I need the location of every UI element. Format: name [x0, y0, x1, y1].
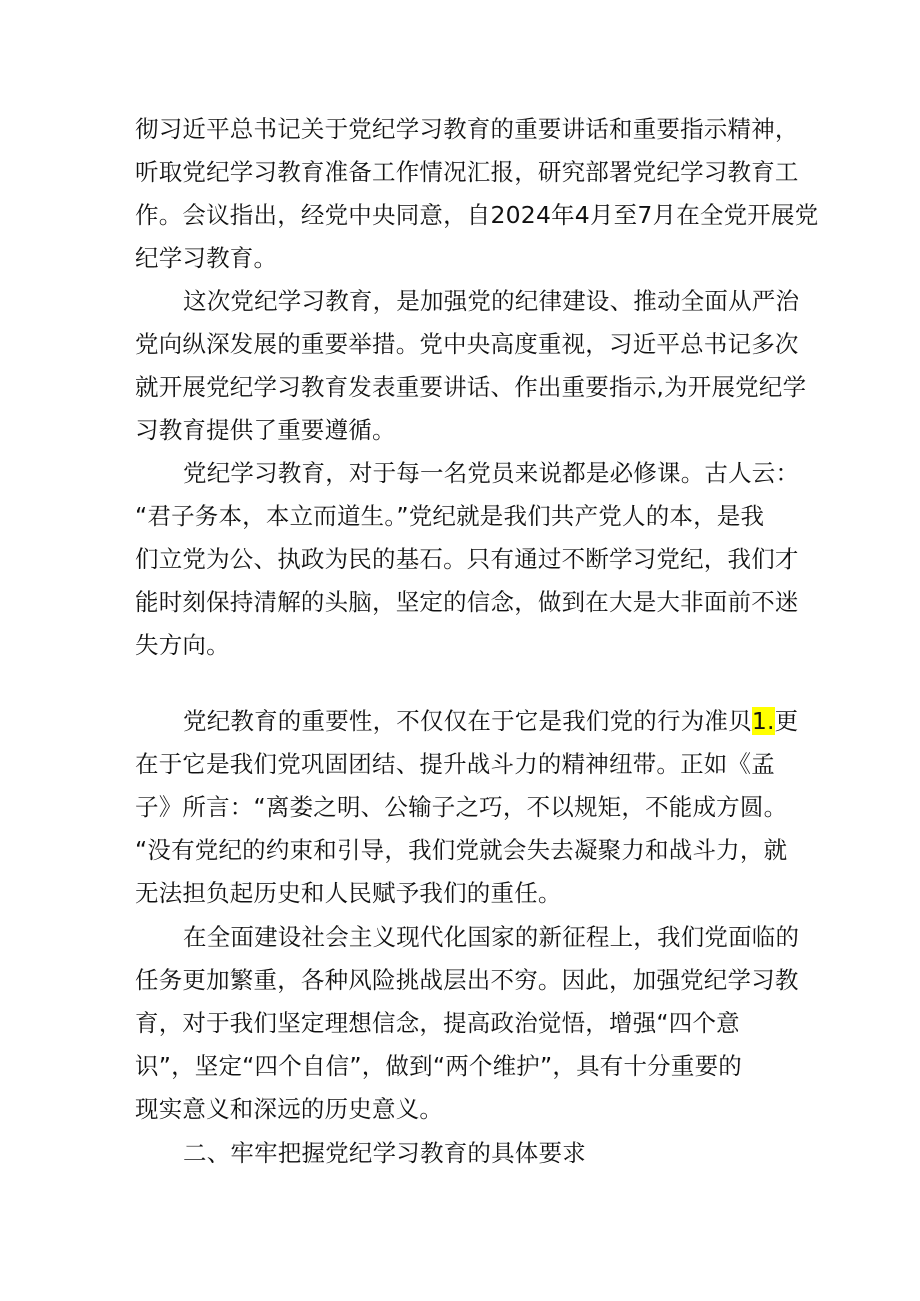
paragraph-5-line-2: 任务更加繁重，各种风险挑战层出不穷。因此，加强党纪学习教: [135, 966, 799, 994]
paragraph-3-line-1: 党纪学习教育，对于每一名党员来说都是必修课。古人云：: [183, 459, 800, 487]
paragraph-4-line-1-text: 党纪教育的重要性，不仅仅在于它是我们党的行为准贝: [183, 707, 752, 735]
paragraph-1-line-1: 彻习近平总书记关于党纪学习教育的重要讲话和重要指示精神，: [135, 115, 799, 143]
paragraph-5-line-1: 在全面建设社会主义现代化国家的新征程上，我们党面临的: [183, 923, 800, 951]
paragraph-5-line-5: 现实意义和深远的历史意义。: [135, 1095, 444, 1123]
paragraph-4-line-1-end: 更: [774, 707, 799, 735]
highlighted-marker: 1.: [751, 707, 775, 735]
paragraph-3-line-2: “君子务本，本立而道生。”党纪就是我们共产党人的本，是我: [135, 502, 765, 530]
paragraph-2-line-4: 习教育提供了重要遵循。: [135, 416, 396, 444]
paragraph-5-line-3: 育，对于我们坚定理想信念，提高政治觉悟，增强“四个意: [135, 1009, 740, 1037]
paragraph-3-line-5: 失方向。: [135, 631, 230, 659]
paragraph-3-line-4: 能时刻保持清解的头脑，坚定的信念，做到在大是大非面前不迷: [135, 588, 799, 616]
paragraph-1-line-3: 作。会议指出，经党中央同意，自2024年4月至7月在全党开展党: [135, 201, 819, 229]
paragraph-1-line-4: 纪学习教育。: [135, 244, 278, 272]
paragraph-1-line-2: 听取党纪学习教育准备工作情况汇报，研究部署党纪学习教育工: [135, 158, 799, 186]
paragraph-4-line-3: 子》所言：“离娄之明、公输子之巧，不以规矩，不能成方圆。: [135, 793, 788, 821]
paragraph-4-line-4: “没有党纪的约束和引导，我们党就会失去凝聚力和战斗力，就: [135, 836, 788, 864]
paragraph-5-line-4: 识”，坚定“四个自信”，做到“两个维护”，具有十分重要的: [135, 1052, 742, 1080]
paragraph-2-line-1: 这次党纪学习教育，是加强党的纪律建设、推动全面从严治: [183, 287, 800, 315]
paragraph-4-line-2: 在于它是我们党巩固团结、提升战斗力的精神纽带。正如《孟: [135, 750, 775, 778]
paragraph-2-line-3: 就开展党纪学习教育发表重要讲话、作出重要指示,为开展党纪学: [135, 373, 807, 401]
paragraph-2-line-2: 党向纵深发展的重要举措。党中央高度重视，习近平总书记多次: [135, 330, 799, 358]
paragraph-3-line-3: 们立党为公、执政为民的基石。只有通过不断学习党纪，我们才: [135, 545, 799, 573]
paragraph-4-line-1: [183, 706, 798, 736]
section-heading: 二、牢牢把握党纪学习教育的具体要求: [183, 1139, 586, 1167]
paragraph-4-line-5: 无法担负起历史和人民赋予我们的重任。: [135, 879, 562, 907]
